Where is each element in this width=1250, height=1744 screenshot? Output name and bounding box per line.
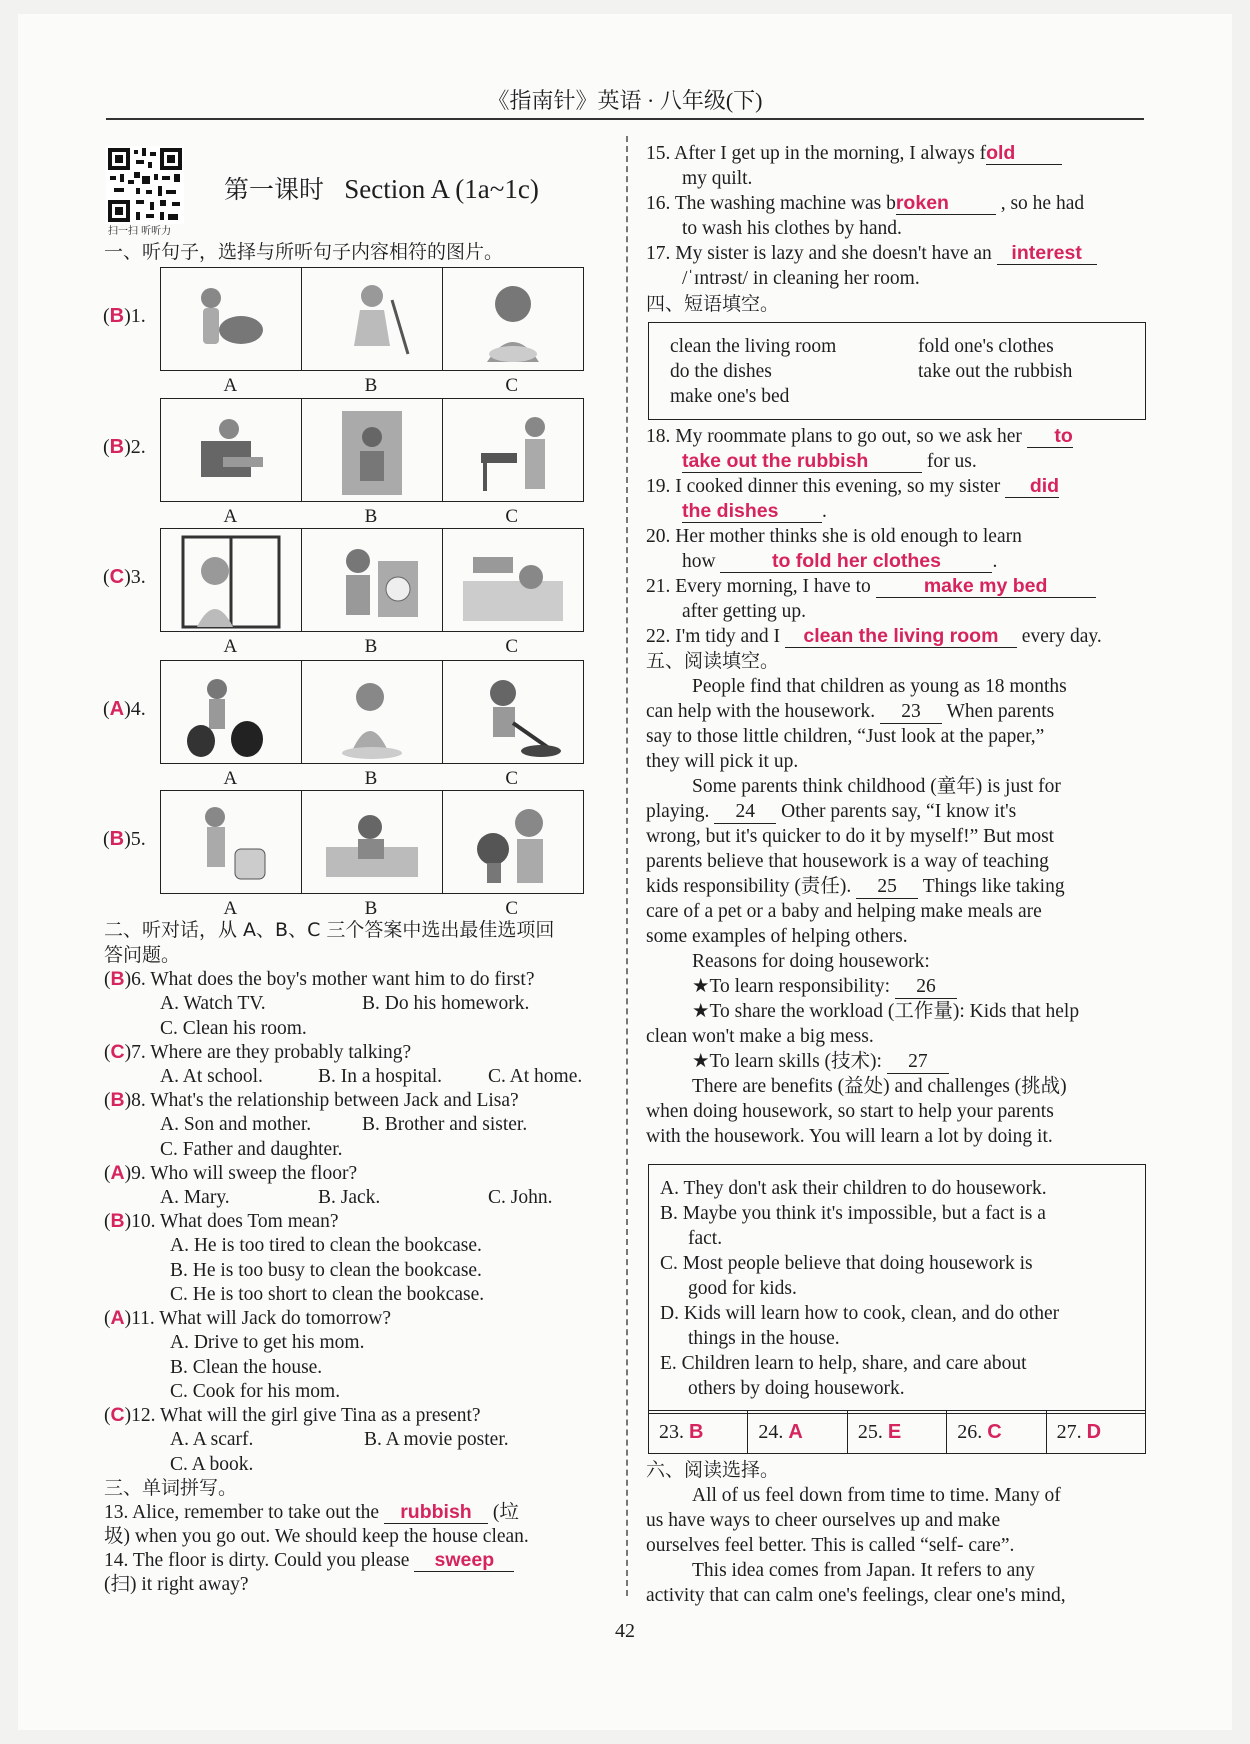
option-d-line2: things in the house. (688, 1328, 840, 1349)
p1-line1: People find that children as young as 18 months (692, 676, 1067, 697)
q9: (A)9. Who will sweep the floor? (104, 1162, 358, 1184)
reason-3: ★To learn skills (技术): (692, 1051, 882, 1072)
q7-option-c: C. At home. (488, 1066, 583, 1087)
q20-answer: to fold her clothes (720, 550, 992, 573)
picture-labels (160, 506, 582, 528)
picture-question-4: (A)4. (103, 698, 146, 720)
q9-option-b: B. Jack. (318, 1187, 381, 1208)
q8: (B)8. What's the relationship between Jack and Lisa? (104, 1089, 519, 1111)
q18-text: 18. My roommate plans to go out, so we ask her (646, 426, 1022, 447)
phrase-5: make one's bed (670, 386, 790, 407)
q17-answer: interest (997, 242, 1097, 265)
q17-line1 (646, 241, 1097, 266)
answer-cell-24 (748, 1411, 847, 1453)
picture-cell (302, 661, 443, 763)
option-a: A. They don't ask their children to do housework. (660, 1178, 1047, 1199)
girl-washing-dishes-icon (453, 270, 573, 368)
q6-answer: B (110, 968, 125, 990)
q6-option-a: A. Watch TV. (160, 993, 266, 1014)
p1-line3: say to those little children, “Just look at the paper,” (646, 726, 1045, 747)
girl-cleaning-window-icon (171, 531, 291, 629)
blank-24: 24 (714, 801, 776, 824)
part2-title-line2: 答问题。 (104, 944, 181, 966)
p1-text-end: When parents (946, 701, 1055, 722)
q15-line2: my quilt. (682, 168, 753, 189)
answer-table (648, 1410, 1146, 1454)
q15-answer: old (986, 142, 1062, 165)
lesson-number: 第一课时 (224, 175, 325, 204)
p6-line4: This idea comes from Japan. It refers to any (692, 1560, 1035, 1581)
q10-option-c: C. He is too short to clean the bookcase. (170, 1284, 485, 1305)
q9-option-a: A. Mary. (160, 1187, 230, 1208)
picture-labels (160, 768, 582, 790)
q7-question: 7. Where are they probably talking? (131, 1042, 412, 1063)
running-header: 《指南针》英语 · 八年级(下) (487, 88, 763, 113)
p1-line4: they will pick it up. (646, 751, 799, 772)
q11-option-c: C. Cook for his mom. (170, 1381, 341, 1402)
q20-line2 (682, 549, 997, 574)
p2-text-2-end: Things like taking (922, 876, 1065, 897)
part2-title-line1: 二、听对话，从 A、B、C 三个答案中选出最佳选项回 (104, 919, 555, 941)
answer-cell-27 (1047, 1411, 1145, 1453)
option-e-line2: others by doing housework. (688, 1378, 905, 1399)
q12-option-a: A. A scarf. (170, 1429, 254, 1450)
q6-option-b: B. Do his homework. (362, 993, 530, 1014)
q15-text: 15. After I get up in the morning, I always f (646, 143, 987, 164)
p2-line7: some examples of helping others. (646, 926, 908, 947)
q9-answer: A (110, 1162, 125, 1184)
q19-answer-part1: did (1005, 475, 1059, 498)
p2-line1: Some parents think childhood (童年) is just for (692, 776, 1061, 797)
p2-line2 (646, 799, 1016, 824)
picture-row-2 (160, 398, 584, 502)
picture-label: A (223, 375, 238, 396)
option-c-line2: good for kids. (688, 1278, 797, 1299)
p3-line1: Reasons for doing housework: (692, 951, 930, 972)
phrase-4: take out the rubbish (918, 361, 1073, 382)
picture-cell (161, 268, 302, 370)
phrase-1: clean the living room (670, 336, 837, 357)
blank-26: 26 (895, 976, 957, 999)
q22-text: 22. I'm tidy and I (646, 626, 781, 647)
q18-line2 (682, 449, 977, 474)
picture-cell (161, 791, 302, 893)
q12-answer: C (110, 1404, 125, 1426)
picture-cell (443, 399, 583, 501)
page-number: 42 (615, 1620, 635, 1642)
picture-label: A (223, 768, 238, 789)
answer-cell-25 (848, 1411, 947, 1453)
picture-row-3 (160, 528, 584, 632)
picture-question-1: (B)1. (103, 305, 146, 327)
q14-line1 (104, 1548, 514, 1573)
option-d-line1: D. Kids will learn how to cook, clean, and do other (660, 1303, 1060, 1324)
picture-row-5 (160, 790, 584, 894)
picture-label: B (364, 375, 378, 396)
q16-answer: roken (896, 192, 996, 215)
p6-line5: activity that can calm one's feelings, clear one's mind, (646, 1585, 1066, 1606)
picture-label: A (223, 636, 238, 657)
picture-cell (443, 661, 583, 763)
p4-line1: There are benefits (益处) and challenges (挑战) (692, 1076, 1067, 1097)
q17-text: 17. My sister is lazy and she doesn't have an (646, 243, 992, 264)
q6-option-c: C. Clean his room. (160, 1018, 307, 1039)
answer-letter: C (109, 566, 125, 588)
q11-answer: A (110, 1307, 125, 1329)
option-b-line2: fact. (688, 1228, 723, 1249)
question-number: 5. (130, 828, 146, 850)
p4-line3: with the housework. You will learn a lot by doing it. (646, 1126, 1053, 1147)
q19-text: 19. I cooked dinner this evening, so my sister (646, 476, 1001, 497)
girl-laundry-icon (312, 531, 432, 629)
option-e-line1: E. Children learn to help, share, and care about (660, 1353, 1027, 1374)
q22-text-end: every day. (1021, 626, 1102, 647)
q11-question: 11. What will Jack do tomorrow? (131, 1308, 392, 1329)
picture-cell (161, 529, 302, 631)
q18-line1 (646, 424, 1073, 449)
q19-answer-part2: the dishes (682, 500, 822, 523)
question-number: 1. (130, 305, 146, 327)
p4-line2: when doing housework, so start to help your parents (646, 1101, 1054, 1122)
p2-line3: wrong, but it's quicker to do it by myself!” But most (646, 826, 1055, 847)
p2-line6: care of a pet or a baby and helping make meals are (646, 901, 1042, 922)
q19-line2 (682, 499, 827, 524)
picture-labels (160, 636, 582, 658)
q9-option-c: C. John. (488, 1187, 553, 1208)
q21-line1 (646, 574, 1096, 599)
picture-label: C (505, 898, 519, 919)
q12: (C)12. What will the girl give Tina as a present? (104, 1404, 481, 1426)
p2-text: playing. (646, 801, 710, 822)
answer-letter: B (689, 1420, 704, 1443)
picture-label: C (505, 506, 519, 527)
answer-cell-26 (947, 1411, 1046, 1453)
part3-title: 三、单词拼写。 (104, 1477, 238, 1499)
answer-num: 26. (957, 1420, 983, 1443)
q11-option-a: A. Drive to get his mom. (170, 1332, 365, 1353)
picture-labels (160, 375, 582, 397)
question-number: 3. (130, 566, 146, 588)
picture-labels (160, 898, 582, 920)
girl-kitchen-icon (453, 531, 573, 629)
girl-feeding-plant-icon (171, 270, 291, 368)
q8-option-a: A. Son and mother. (160, 1114, 312, 1135)
q8-question: 8. What's the relationship between Jack and Lisa? (131, 1090, 519, 1111)
p6-line1: All of us feel down from time to time. Many of (692, 1485, 1061, 1506)
q20-line1: 20. Her mother thinks she is old enough to learn (646, 526, 1022, 547)
option-c-line1: C. Most people believe that doing housework is (660, 1253, 1033, 1274)
q14-answer: sweep (414, 1549, 514, 1572)
reason-1: ★To learn responsibility: (692, 976, 891, 997)
q12-option-c: C. A book. (170, 1454, 254, 1475)
picture-label: B (364, 506, 378, 527)
picture-label: C (505, 375, 519, 396)
q17-line2: /ˈɪntrəst/ in cleaning her room. (682, 268, 920, 289)
q13-line1 (104, 1500, 519, 1525)
question-number: 4. (130, 698, 146, 720)
man-in-chair-icon (171, 401, 291, 499)
p1-text: can help with the housework. (646, 701, 876, 722)
q13-line2: 圾) when you go out. We should keep the house clean. (104, 1526, 529, 1547)
qr-caption: 扫一扫 听听力 (108, 226, 172, 237)
q18-text-end: for us. (926, 451, 977, 472)
part6-title: 六、阅读选择。 (646, 1459, 780, 1481)
qr-code-icon[interactable] (106, 146, 184, 224)
picture-label: A (223, 898, 238, 919)
picture-label: A (223, 506, 238, 527)
picture-label: C (505, 768, 519, 789)
phrase-3: do the dishes (670, 361, 772, 382)
q8-option-c: C. Father and daughter. (160, 1139, 343, 1160)
q14-text: 14. The floor is dirty. Could you please (104, 1550, 410, 1571)
q19-line1 (646, 474, 1059, 499)
boy-cleaning-floor-icon (312, 663, 432, 761)
q21-answer: make my bed (876, 575, 1096, 598)
option-b-line1: B. Maybe you think it's impossible, but a fact is a (660, 1203, 1046, 1224)
answer-cell-23 (649, 1411, 748, 1453)
picture-cell (302, 791, 443, 893)
q18-answer-part2: take out the rubbish (682, 450, 922, 473)
girl-sweeping-icon (312, 270, 432, 368)
q10-answer: B (110, 1210, 125, 1232)
blank-25: 25 (856, 876, 918, 899)
part5-title: 五、阅读填空。 (646, 650, 780, 672)
q20-text: how (682, 551, 716, 572)
q8-answer: B (110, 1089, 125, 1111)
q13-text: 13. Alice, remember to take out the (104, 1502, 380, 1523)
picture-cell (302, 268, 443, 370)
girl-making-bed-icon (312, 793, 432, 891)
answer-letter: C (987, 1420, 1002, 1443)
picture-cell (161, 661, 302, 763)
q7-answer: C (110, 1041, 125, 1063)
q10-question: 10. What does Tom mean? (131, 1211, 339, 1232)
picture-cell (302, 399, 443, 501)
part4-title: 四、短语填空。 (646, 293, 780, 315)
answer-num: 27. (1056, 1420, 1082, 1443)
p1-line2 (646, 699, 1054, 724)
answer-letter: E (887, 1420, 902, 1443)
q16-line2: to wash his clothes by hand. (682, 218, 902, 239)
q12-question: 12. What will the girl give Tina as a present? (131, 1405, 481, 1426)
q22-line (646, 624, 1102, 649)
picture-label: B (364, 898, 378, 919)
answer-letter: B (109, 828, 125, 850)
q20-text-end: . (992, 551, 998, 572)
answer-num: 25. (857, 1420, 883, 1443)
p2-line4: parents believe that housework is a way of teaching (646, 851, 1049, 872)
question-number: 2. (130, 436, 146, 458)
p2-text-2: kids responsibility (责任). (646, 876, 852, 897)
q7: (C)7. Where are they probably talking? (104, 1041, 412, 1063)
lesson-section: Section A (1a~1c) (344, 174, 539, 204)
q11-option-b: B. Clean the house. (170, 1357, 323, 1378)
boy-rubbish-bag-icon (171, 663, 291, 761)
man-with-chair-icon (453, 401, 573, 499)
picture-label: C (505, 636, 519, 657)
answer-letter: A (788, 1420, 803, 1443)
q7-option-a: A. At school. (160, 1066, 263, 1087)
picture-cell (443, 791, 583, 893)
header-rule (106, 118, 1144, 120)
p3-line2 (692, 974, 957, 999)
q16-line1 (646, 191, 1084, 216)
picture-question-2: (B)2. (103, 436, 146, 458)
q10: (B)10. What does Tom mean? (104, 1210, 339, 1232)
picture-row-4 (160, 660, 584, 764)
answer-letter: B (109, 436, 125, 458)
picture-cell (161, 399, 302, 501)
phrase-2: fold one's clothes (918, 336, 1054, 357)
man-cleaning-toilet-icon (171, 793, 291, 891)
blank-27: 27 (887, 1051, 949, 1074)
q10-option-b: B. He is too busy to clean the bookcase. (170, 1260, 482, 1281)
p2-text-end: Other parents say, “I know it's (781, 801, 1017, 822)
picture-row-1 (160, 267, 584, 371)
picture-cell (443, 268, 583, 370)
q22-answer: clean the living room (785, 625, 1017, 648)
answer-letter: A (109, 698, 125, 720)
column-divider (626, 136, 628, 1596)
picture-label: B (364, 768, 378, 789)
answer-letter: B (109, 305, 125, 327)
q6: (B)6. What does the boy's mother want him to do first? (104, 968, 535, 990)
q8-option-b: B. Brother and sister. (362, 1114, 528, 1135)
lesson-title (224, 170, 539, 206)
picture-cell (443, 529, 583, 631)
q13-answer: rubbish (384, 1501, 488, 1524)
q14-line2: (扫) it right away? (104, 1574, 249, 1595)
q9-question: 9. Who will sweep the floor? (131, 1163, 358, 1184)
q10-option-a: A. He is too tired to clean the bookcase. (170, 1235, 482, 1256)
q21-line2: after getting up. (682, 601, 806, 622)
boy-raking-leaves-icon (453, 663, 573, 761)
picture-cell (302, 529, 443, 631)
picture-label: B (364, 636, 378, 657)
p6-line2: us have ways to cheer ourselves up and make (646, 1510, 1001, 1531)
p6-line3: ourselves feel better. This is called “self- care”. (646, 1535, 1015, 1556)
part1-title: 一、听句子，选择与所听句子内容相符的图片。 (104, 241, 504, 263)
p2-line5 (646, 874, 1065, 899)
q7-option-b: B. In a hospital. (318, 1066, 443, 1087)
q13-hint: (垃 (492, 1502, 519, 1523)
q16-text-end: , so he had (1000, 193, 1085, 214)
q12-option-b: B. A movie poster. (364, 1429, 509, 1450)
q6-question: 6. What does the boy's mother want him to do first? (131, 969, 535, 990)
blank-23: 23 (880, 701, 942, 724)
p3-line5 (692, 1049, 949, 1074)
q15-line1 (646, 141, 1062, 166)
q16-text: 16. The washing machine was b (646, 193, 896, 214)
q11: (A)11. What will Jack do tomorrow? (104, 1307, 392, 1329)
answer-num: 23. (659, 1420, 684, 1443)
picture-question-5: (B)5. (103, 828, 146, 850)
q18-answer-part1: to (1027, 425, 1073, 448)
p3-line3: ★To share the workload (工作量): Kids that help (692, 1001, 1080, 1022)
answer-letter: D (1086, 1420, 1102, 1443)
answer-num: 24. (758, 1420, 784, 1443)
picture-question-3: (C)3. (103, 566, 146, 588)
man-with-plant-icon (453, 793, 573, 891)
q21-text: 21. Every morning, I have to (646, 576, 871, 597)
p3-line4: clean won't make a big mess. (646, 1026, 874, 1047)
q19-text-end: . (822, 501, 827, 522)
photo-child-chair-icon (312, 401, 432, 499)
